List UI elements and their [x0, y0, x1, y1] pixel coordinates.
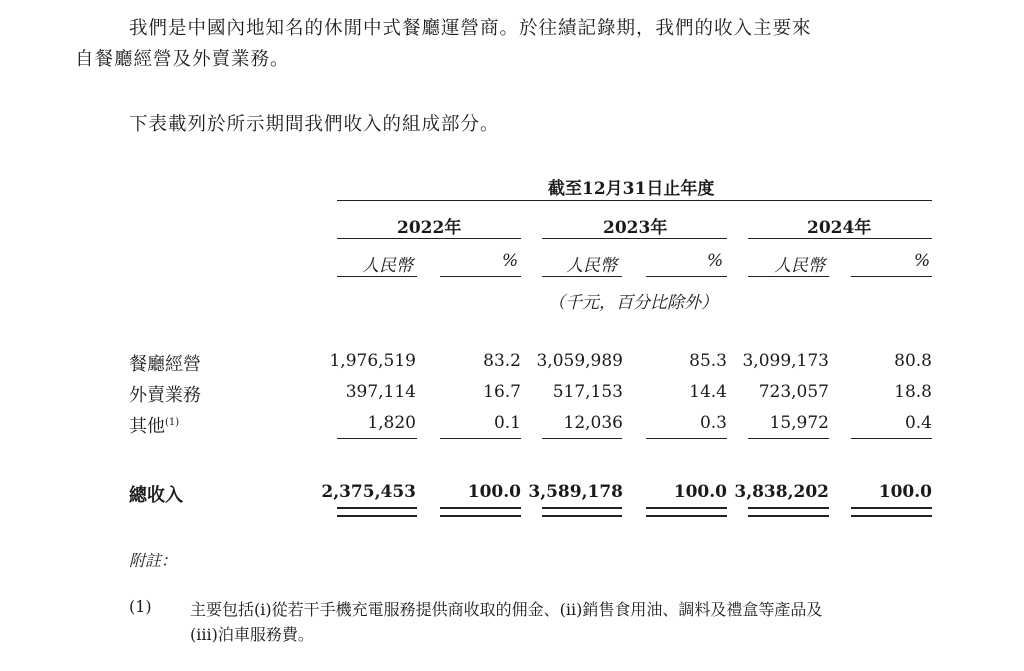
- table-cell: 1,820: [367, 413, 416, 433]
- percent-header-2024: %: [914, 251, 931, 271]
- table-cell: 3,099,173: [742, 351, 829, 371]
- row-label-restaurant: 餐廳經營: [129, 354, 201, 375]
- rule: [646, 438, 727, 439]
- row-label-total: 總收入: [129, 485, 183, 506]
- year-2022-header: 2022年: [397, 218, 462, 238]
- intro-line-1: 我們是中國內地知名的休閒中式餐廳運營商。於往績記錄期，我們的收入主要來: [129, 18, 812, 39]
- year-2024-rule: [748, 238, 932, 239]
- table-cell: 0.3: [699, 413, 727, 433]
- intro-line-2: 自餐廳經營及外賣業務。: [75, 49, 290, 70]
- total-cell: 3,589,178: [528, 482, 623, 502]
- percent-header-2022: %: [502, 251, 519, 271]
- total-cell: 2,375,453: [321, 482, 416, 502]
- notes-heading: 附註：: [129, 551, 178, 570]
- rule: [748, 276, 829, 277]
- rule: [542, 276, 622, 277]
- rule: [646, 507, 727, 517]
- table-cell: 14.4: [689, 382, 727, 402]
- table-cell: 397,114: [345, 382, 416, 402]
- table-cell: 12,036: [563, 413, 623, 433]
- table-cell: 15,972: [769, 413, 829, 433]
- footnote-ref-1: (1): [165, 417, 180, 428]
- total-cell: 100.0: [673, 482, 727, 502]
- table-cell: 723,057: [758, 382, 829, 402]
- year-2023-header: 2023年: [603, 218, 668, 238]
- currency-header-2022: 人民幣: [362, 256, 413, 276]
- rule: [748, 507, 829, 517]
- table-cell: 83.2: [483, 351, 521, 371]
- table-cell: 0.4: [904, 413, 932, 433]
- rule: [851, 507, 932, 517]
- total-cell: 100.0: [467, 482, 521, 502]
- table-cell: 0.1: [493, 413, 521, 433]
- year-2024-header: 2024年: [807, 218, 872, 238]
- intro-line-3: 下表載列於所示期間我們收入的組成部分。: [129, 114, 500, 135]
- unit-note: （千元，百分比除外）: [548, 293, 718, 313]
- row-label-others-text: 其他: [129, 416, 165, 437]
- rule: [646, 276, 727, 277]
- total-cell: 100.0: [878, 482, 932, 502]
- currency-header-2024: 人民幣: [774, 256, 825, 276]
- table-cell: 517,153: [552, 382, 623, 402]
- rule: [748, 438, 829, 439]
- row-label-delivery: 外賣業務: [129, 385, 201, 406]
- rule: [851, 276, 932, 277]
- rule: [440, 276, 521, 277]
- period-header-rule: [337, 200, 932, 201]
- table-cell: 3,059,989: [536, 351, 623, 371]
- table-cell: 85.3: [689, 351, 727, 371]
- year-2023-rule: [542, 238, 727, 239]
- rule: [851, 438, 932, 439]
- percent-header-2023: %: [707, 251, 724, 271]
- table-cell: 16.7: [483, 382, 521, 402]
- currency-header-2023: 人民幣: [566, 256, 617, 276]
- rule: [337, 276, 417, 277]
- table-cell: 80.8: [894, 351, 932, 371]
- rule: [440, 507, 521, 517]
- rule: [542, 438, 622, 439]
- table-cell: 1,976,519: [329, 351, 416, 371]
- row-label-others: [129, 412, 179, 438]
- rule: [542, 507, 622, 517]
- rule: [337, 438, 417, 439]
- table-cell: 18.8: [894, 382, 932, 402]
- rule: [440, 438, 521, 439]
- note-text-line-1: 主要包括(i)從若干手機充電服務提供商收取的佣金、(ii)銷售食用油、調料及禮盒等產品及: [190, 600, 823, 619]
- note-text-line-2: (iii)泊車服務費。: [190, 625, 314, 644]
- total-cell: 3,838,202: [734, 482, 829, 502]
- year-2022-rule: [337, 238, 521, 239]
- note-number: (1): [129, 597, 152, 616]
- rule: [337, 507, 417, 517]
- period-header: 截至12月31日止年度: [548, 179, 715, 199]
